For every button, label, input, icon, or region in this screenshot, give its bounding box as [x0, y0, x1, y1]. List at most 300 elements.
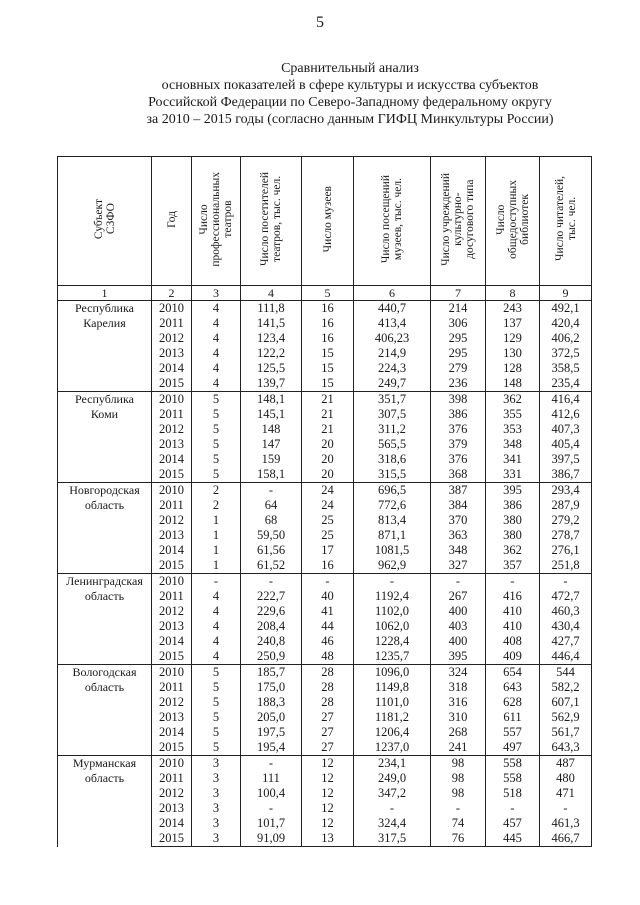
table-header-row: [58, 157, 592, 286]
value-cell: 27: [302, 710, 354, 725]
value-cell: 347,2: [354, 786, 431, 801]
value-cell: 21: [302, 422, 354, 437]
value-cell: -: [431, 574, 486, 590]
value-cell: 41: [302, 604, 354, 619]
value-cell: 13: [302, 831, 354, 847]
value-cell: 234,1: [354, 756, 431, 772]
column-number: 7: [431, 286, 486, 301]
column-number: 4: [241, 286, 302, 301]
title-line: Сравнительный анализ: [281, 61, 419, 76]
value-cell: 44: [302, 619, 354, 634]
value-cell: 12: [302, 771, 354, 786]
value-cell: 15: [302, 346, 354, 361]
subject-name: область: [84, 771, 125, 785]
value-cell: 12: [302, 786, 354, 801]
value-cell: 1: [192, 558, 241, 574]
subject-cell: [58, 665, 152, 756]
value-cell: 249,7: [354, 376, 431, 392]
value-cell: 1: [192, 513, 241, 528]
value-cell: 1: [192, 528, 241, 543]
value-cell: 20: [302, 452, 354, 467]
year-cell: 2010: [152, 483, 192, 499]
value-cell: 386,7: [540, 467, 592, 483]
value-cell: 376: [431, 452, 486, 467]
year-cell: 2011: [152, 771, 192, 786]
value-cell: 480: [540, 771, 592, 786]
value-cell: 268: [431, 725, 486, 740]
value-cell: 278,7: [540, 528, 592, 543]
value-cell: -: [354, 574, 431, 590]
title-line: за 2010 – 2015 годы (согласно данным ГИФЦ Минкультуры России): [146, 112, 554, 127]
value-cell: 224,3: [354, 361, 431, 376]
value-cell: 2: [192, 483, 241, 499]
column-number: 2: [152, 286, 192, 301]
value-cell: 5: [192, 680, 241, 695]
value-cell: 1149,8: [354, 680, 431, 695]
value-cell: 348: [486, 437, 540, 452]
column-header-label: Субъект СЗФО: [92, 198, 117, 240]
value-cell: 386: [431, 407, 486, 422]
subject-cell: [58, 301, 152, 392]
value-cell: 386: [486, 498, 540, 513]
column-number: 3: [192, 286, 241, 301]
value-cell: 148: [241, 422, 302, 437]
value-cell: 5: [192, 437, 241, 452]
value-cell: 1102,0: [354, 604, 431, 619]
value-cell: 565,5: [354, 437, 431, 452]
value-cell: 518: [486, 786, 540, 801]
culture-stats-table: [57, 156, 592, 847]
value-cell: 295: [431, 331, 486, 346]
value-cell: 279: [431, 361, 486, 376]
value-cell: 159: [241, 452, 302, 467]
year-cell: 2012: [152, 331, 192, 346]
value-cell: 4: [192, 361, 241, 376]
value-cell: 353: [486, 422, 540, 437]
value-cell: 582,2: [540, 680, 592, 695]
column-number: 9: [540, 286, 592, 301]
value-cell: 123,4: [241, 331, 302, 346]
table-row: [58, 483, 592, 499]
year-cell: 2010: [152, 301, 192, 317]
value-cell: 243: [486, 301, 540, 317]
value-cell: 403: [431, 619, 486, 634]
value-cell: 251,8: [540, 558, 592, 574]
year-cell: 2010: [152, 665, 192, 681]
value-cell: 558: [486, 771, 540, 786]
title-line: Российской Федерации по Северо-Западному федеральному округу: [148, 95, 552, 110]
value-cell: -: [540, 801, 592, 816]
year-cell: 2014: [152, 634, 192, 649]
value-cell: 98: [431, 786, 486, 801]
table-row: [58, 301, 592, 317]
value-cell: 1096,0: [354, 665, 431, 681]
value-cell: 562,9: [540, 710, 592, 725]
value-cell: 4: [192, 331, 241, 346]
value-cell: 362: [486, 543, 540, 558]
value-cell: 461,3: [540, 816, 592, 831]
value-cell: 611: [486, 710, 540, 725]
value-cell: 324,4: [354, 816, 431, 831]
value-cell: 250,9: [241, 649, 302, 665]
value-cell: 416,4: [540, 392, 592, 408]
value-cell: 405,4: [540, 437, 592, 452]
value-cell: 398: [431, 392, 486, 408]
value-cell: 380: [486, 513, 540, 528]
value-cell: 324: [431, 665, 486, 681]
value-cell: 408: [486, 634, 540, 649]
column-header: [486, 157, 540, 286]
value-cell: 318: [431, 680, 486, 695]
column-header: [241, 157, 302, 286]
value-cell: 318,6: [354, 452, 431, 467]
value-cell: 287,9: [540, 498, 592, 513]
value-cell: 4: [192, 604, 241, 619]
value-cell: 643: [486, 680, 540, 695]
value-cell: 130: [486, 346, 540, 361]
value-cell: 122,2: [241, 346, 302, 361]
column-header-label: Число профессиональных театров: [198, 171, 234, 267]
value-cell: 61,52: [241, 558, 302, 574]
year-cell: 2015: [152, 649, 192, 665]
column-header-label: Год: [165, 210, 178, 228]
table-body: [58, 301, 592, 847]
value-cell: 341: [486, 452, 540, 467]
value-cell: 355: [486, 407, 540, 422]
value-cell: -: [241, 801, 302, 816]
value-cell: 205,0: [241, 710, 302, 725]
value-cell: 5: [192, 407, 241, 422]
value-cell: 1206,4: [354, 725, 431, 740]
value-cell: 16: [302, 316, 354, 331]
subject-name: Новгородская: [69, 483, 140, 497]
value-cell: 466,7: [540, 831, 592, 847]
column-header-label: Число читателей, тыс. чел.: [553, 176, 578, 262]
value-cell: 241: [431, 740, 486, 756]
value-cell: 368: [431, 467, 486, 483]
subject-name: Республика: [75, 301, 134, 315]
column-number-row: [58, 286, 592, 301]
value-cell: 962,9: [354, 558, 431, 574]
value-cell: 400: [431, 604, 486, 619]
value-cell: -: [354, 801, 431, 816]
value-cell: 48: [302, 649, 354, 665]
value-cell: 1101,0: [354, 695, 431, 710]
column-number: 6: [354, 286, 431, 301]
value-cell: 28: [302, 695, 354, 710]
value-cell: 1081,5: [354, 543, 431, 558]
value-cell: 12: [302, 756, 354, 772]
column-header: [152, 157, 192, 286]
value-cell: -: [486, 801, 540, 816]
column-header-label: Число музеев: [321, 185, 334, 253]
value-cell: 315,5: [354, 467, 431, 483]
table-row: [58, 574, 592, 590]
value-cell: 558: [486, 756, 540, 772]
value-cell: 372,5: [540, 346, 592, 361]
value-cell: 235,4: [540, 376, 592, 392]
value-cell: 20: [302, 467, 354, 483]
value-cell: 64: [241, 498, 302, 513]
value-cell: 91,09: [241, 831, 302, 847]
value-cell: -: [486, 574, 540, 590]
value-cell: 400: [431, 634, 486, 649]
year-cell: 2012: [152, 786, 192, 801]
value-cell: 28: [302, 665, 354, 681]
value-cell: 137: [486, 316, 540, 331]
value-cell: 310: [431, 710, 486, 725]
value-cell: 327: [431, 558, 486, 574]
value-cell: 40: [302, 589, 354, 604]
year-cell: 2013: [152, 801, 192, 816]
value-cell: 3: [192, 756, 241, 772]
year-cell: 2014: [152, 816, 192, 831]
value-cell: 370: [431, 513, 486, 528]
value-cell: 410: [486, 604, 540, 619]
value-cell: 1062,0: [354, 619, 431, 634]
value-cell: 111: [241, 771, 302, 786]
column-number: 5: [302, 286, 354, 301]
year-cell: 2015: [152, 558, 192, 574]
value-cell: 15: [302, 361, 354, 376]
subject-cell: [58, 756, 152, 847]
value-cell: 5: [192, 665, 241, 681]
value-cell: 128: [486, 361, 540, 376]
document-title: [60, 60, 640, 128]
value-cell: 249,0: [354, 771, 431, 786]
value-cell: -: [302, 574, 354, 590]
subject-name: Республика: [75, 392, 134, 406]
year-cell: 2015: [152, 831, 192, 847]
value-cell: 4: [192, 634, 241, 649]
value-cell: 5: [192, 452, 241, 467]
value-cell: 158,1: [241, 467, 302, 483]
value-cell: 46: [302, 634, 354, 649]
year-cell: 2013: [152, 619, 192, 634]
year-cell: 2013: [152, 710, 192, 725]
value-cell: 492,1: [540, 301, 592, 317]
year-cell: 2011: [152, 498, 192, 513]
subject-cell: [58, 483, 152, 574]
value-cell: 397,5: [540, 452, 592, 467]
value-cell: 471: [540, 786, 592, 801]
value-cell: 395: [431, 649, 486, 665]
value-cell: -: [241, 574, 302, 590]
value-cell: 358,5: [540, 361, 592, 376]
value-cell: 643,3: [540, 740, 592, 756]
value-cell: 12: [302, 816, 354, 831]
value-cell: 175,0: [241, 680, 302, 695]
value-cell: 357: [486, 558, 540, 574]
value-cell: 129: [486, 331, 540, 346]
value-cell: 16: [302, 331, 354, 346]
value-cell: 68: [241, 513, 302, 528]
year-cell: 2012: [152, 604, 192, 619]
table-row: [58, 392, 592, 408]
value-cell: 472,7: [540, 589, 592, 604]
value-cell: 395: [486, 483, 540, 499]
year-cell: 2011: [152, 407, 192, 422]
value-cell: 696,5: [354, 483, 431, 499]
column-header-label: Число учреждений культурно- досугового типа: [440, 172, 476, 266]
value-cell: 871,1: [354, 528, 431, 543]
value-cell: 267: [431, 589, 486, 604]
value-cell: 4: [192, 301, 241, 317]
value-cell: 384: [431, 498, 486, 513]
value-cell: 5: [192, 740, 241, 756]
year-cell: 2012: [152, 513, 192, 528]
value-cell: 331: [486, 467, 540, 483]
value-cell: 5: [192, 392, 241, 408]
value-cell: 460,3: [540, 604, 592, 619]
subject-name: область: [84, 589, 125, 603]
value-cell: 1192,4: [354, 589, 431, 604]
value-cell: 406,23: [354, 331, 431, 346]
value-cell: 27: [302, 740, 354, 756]
value-cell: 195,4: [241, 740, 302, 756]
subject-name: область: [84, 680, 125, 694]
value-cell: 61,56: [241, 543, 302, 558]
value-cell: -: [241, 483, 302, 499]
value-cell: 317,5: [354, 831, 431, 847]
value-cell: 295: [431, 346, 486, 361]
column-header: [58, 157, 152, 286]
value-cell: 1228,4: [354, 634, 431, 649]
value-cell: 1237,0: [354, 740, 431, 756]
value-cell: 813,4: [354, 513, 431, 528]
year-cell: 2014: [152, 361, 192, 376]
value-cell: -: [192, 574, 241, 590]
year-cell: 2014: [152, 725, 192, 740]
value-cell: 16: [302, 301, 354, 317]
column-number: 1: [58, 286, 152, 301]
value-cell: 351,7: [354, 392, 431, 408]
value-cell: 3: [192, 801, 241, 816]
value-cell: 772,6: [354, 498, 431, 513]
value-cell: 222,7: [241, 589, 302, 604]
value-cell: 413,4: [354, 316, 431, 331]
value-cell: 628: [486, 695, 540, 710]
value-cell: 98: [431, 756, 486, 772]
year-cell: 2013: [152, 346, 192, 361]
value-cell: 557: [486, 725, 540, 740]
value-cell: 316: [431, 695, 486, 710]
value-cell: 101,7: [241, 816, 302, 831]
value-cell: 5: [192, 695, 241, 710]
year-cell: 2012: [152, 695, 192, 710]
value-cell: 379: [431, 437, 486, 452]
value-cell: 380: [486, 528, 540, 543]
subject-cell: [58, 392, 152, 483]
value-cell: 440,7: [354, 301, 431, 317]
value-cell: 311,2: [354, 422, 431, 437]
value-cell: 409: [486, 649, 540, 665]
subject-cell: [58, 574, 152, 665]
year-cell: 2010: [152, 574, 192, 590]
value-cell: 3: [192, 786, 241, 801]
value-cell: 276,1: [540, 543, 592, 558]
year-cell: 2011: [152, 589, 192, 604]
value-cell: 4: [192, 316, 241, 331]
value-cell: 214,9: [354, 346, 431, 361]
value-cell: 145,1: [241, 407, 302, 422]
value-cell: 1: [192, 543, 241, 558]
value-cell: 5: [192, 467, 241, 483]
value-cell: 406,2: [540, 331, 592, 346]
value-cell: 387: [431, 483, 486, 499]
value-cell: 15: [302, 376, 354, 392]
value-cell: 16: [302, 558, 354, 574]
value-cell: 4: [192, 589, 241, 604]
year-cell: 2014: [152, 452, 192, 467]
value-cell: -: [241, 756, 302, 772]
value-cell: 446,4: [540, 649, 592, 665]
subject-name: Ленинградская: [66, 574, 143, 588]
value-cell: 240,8: [241, 634, 302, 649]
value-cell: 74: [431, 816, 486, 831]
column-header: [192, 157, 241, 286]
value-cell: 5: [192, 725, 241, 740]
value-cell: 148,1: [241, 392, 302, 408]
subject-name: Вологодская: [72, 665, 137, 679]
value-cell: 1235,7: [354, 649, 431, 665]
value-cell: 229,6: [241, 604, 302, 619]
value-cell: -: [431, 801, 486, 816]
value-cell: 3: [192, 816, 241, 831]
year-cell: 2010: [152, 756, 192, 772]
value-cell: 363: [431, 528, 486, 543]
value-cell: 20: [302, 437, 354, 452]
value-cell: 416: [486, 589, 540, 604]
value-cell: 148: [486, 376, 540, 392]
value-cell: 4: [192, 649, 241, 665]
value-cell: 24: [302, 483, 354, 499]
value-cell: 76: [431, 831, 486, 847]
year-cell: 2015: [152, 740, 192, 756]
value-cell: 407,3: [540, 422, 592, 437]
value-cell: 208,4: [241, 619, 302, 634]
value-cell: 487: [540, 756, 592, 772]
value-cell: 111,8: [241, 301, 302, 317]
year-cell: 2013: [152, 437, 192, 452]
value-cell: 445: [486, 831, 540, 847]
value-cell: -: [540, 574, 592, 590]
subject-name: Мурманская: [72, 756, 137, 770]
value-cell: 457: [486, 816, 540, 831]
value-cell: 497: [486, 740, 540, 756]
subject-name: Карелия: [83, 316, 126, 330]
value-cell: 307,5: [354, 407, 431, 422]
value-cell: 17: [302, 543, 354, 558]
column-header: [431, 157, 486, 286]
value-cell: 141,5: [241, 316, 302, 331]
value-cell: 139,7: [241, 376, 302, 392]
year-cell: 2011: [152, 316, 192, 331]
value-cell: 100,4: [241, 786, 302, 801]
value-cell: 4: [192, 346, 241, 361]
subject-name: область: [84, 498, 125, 512]
value-cell: 3: [192, 831, 241, 847]
value-cell: 348: [431, 543, 486, 558]
value-cell: 25: [302, 528, 354, 543]
value-cell: 98: [431, 771, 486, 786]
column-header-label: Число посетителей театров, тыс. чел.: [259, 172, 283, 266]
column-header: [540, 157, 592, 286]
page-number: 5: [316, 14, 324, 31]
table-row: [58, 665, 592, 681]
value-cell: 654: [486, 665, 540, 681]
value-cell: 607,1: [540, 695, 592, 710]
